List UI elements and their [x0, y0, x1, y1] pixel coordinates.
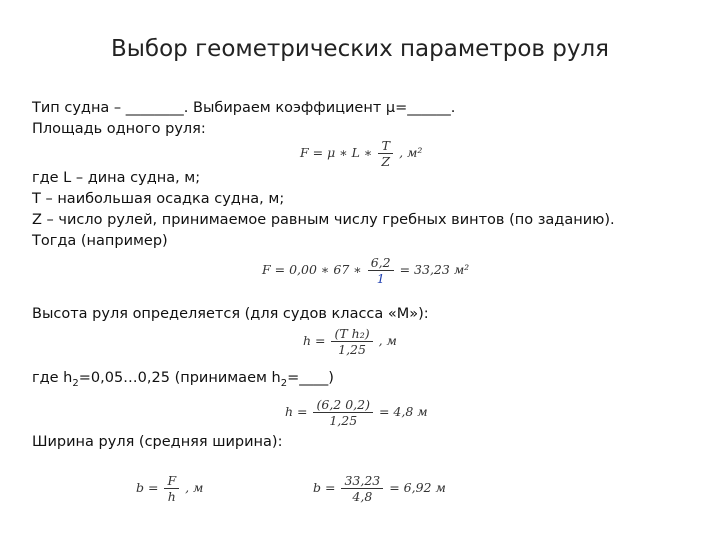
area-example-denominator: 1 — [376, 271, 385, 286]
area-formula-denominator: Z — [381, 154, 391, 169]
where-T-line: T – наибольшая осадка судна, м; — [32, 191, 285, 207]
width-example-right: = 6,92 м — [389, 480, 446, 495]
height-example-denominator: 1,25 — [329, 413, 358, 428]
height-example-formula — [285, 397, 428, 428]
area-formula-fraction — [378, 138, 393, 169]
area-example-formula — [262, 255, 469, 286]
h2-middle: =0,05…0,25 (принимаем h — [78, 370, 281, 386]
h2-end: =____) — [287, 370, 334, 386]
height-formula-right: , м — [378, 333, 397, 348]
where-L-line: где L – дина судна, м; — [32, 170, 201, 186]
width-formula-fraction — [164, 473, 179, 504]
page-title: Выбор геометрических параметров руля — [110, 36, 609, 62]
height-example-right: = 4,8 м — [378, 404, 428, 419]
area-example-left: F = 0,00 ∗ 67 ∗ — [262, 262, 362, 277]
height-example-fraction — [313, 397, 373, 428]
area-formula-right: , м² — [399, 145, 423, 160]
width-formula-numerator: F — [164, 473, 179, 489]
area-example-numerator: 6,2 — [368, 255, 394, 271]
width-formula-right: , м — [185, 480, 204, 495]
height-formula-fraction — [331, 326, 372, 357]
then-line: Тогда (например) — [32, 233, 168, 249]
area-example-right: = 33,23 м² — [399, 262, 470, 277]
height-formula-left: h = — [303, 333, 326, 348]
height-formula-denominator: 1,25 — [338, 342, 366, 357]
area-formula-left: F = μ ∗ L ∗ — [300, 145, 373, 160]
where-Z-line: Z – число рулей, принимаемое равным числу гребных винтов (по заданию). — [32, 212, 615, 228]
height-formula-numerator: (T h₂) — [331, 326, 372, 342]
width-example-fraction — [341, 473, 383, 504]
width-example-formula — [313, 473, 446, 504]
width-example-left: b = — [313, 480, 336, 495]
width-label: Ширина руля (средняя ширина): — [32, 434, 283, 450]
h2-subscript-2: 2 — [280, 377, 288, 389]
width-example-numerator: 33,23 — [341, 473, 383, 489]
h2-subscript: 2 — [72, 377, 79, 389]
h2-prefix: где h — [32, 370, 73, 386]
height-formula — [303, 326, 397, 357]
height-label: Высота руля определяется (для судов класса «М»): — [32, 306, 429, 322]
height-example-numerator: (6,2 0,2) — [313, 397, 373, 413]
area-label: Площадь одного руля: — [32, 121, 206, 137]
width-formula-left: b = — [136, 480, 159, 495]
area-example-fraction — [368, 255, 394, 286]
height-example-left: h = — [285, 404, 308, 419]
width-example-denominator: 4,8 — [352, 489, 373, 504]
h2-line — [32, 370, 334, 389]
area-formula-numerator: T — [378, 138, 393, 154]
width-formula — [136, 473, 203, 504]
area-formula — [300, 138, 422, 169]
width-formula-denominator: h — [167, 489, 176, 504]
ship-type-line: Тип судна – ________. Выбираем коэффициент μ=______. — [32, 100, 456, 116]
